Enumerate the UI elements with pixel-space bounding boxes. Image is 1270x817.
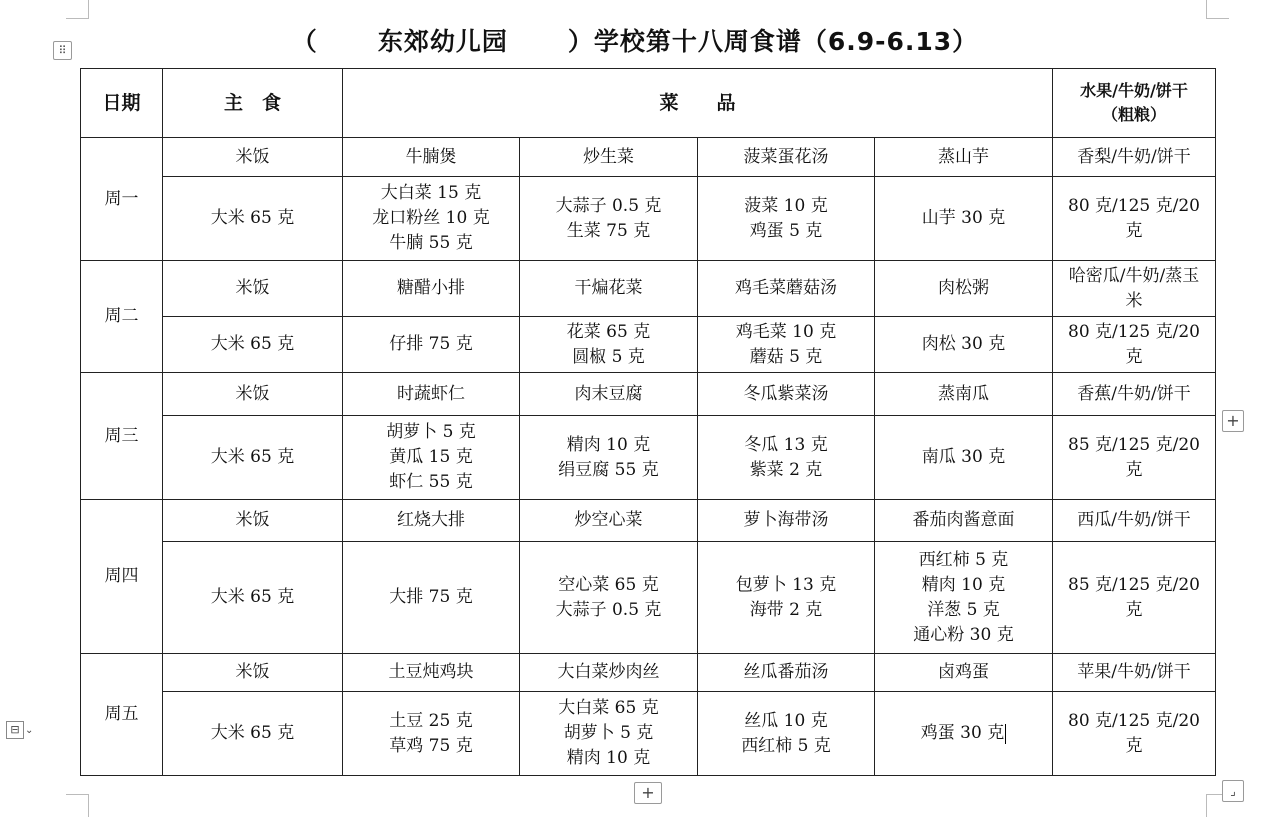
ingredient-amount-cell: 85 克/125 克/20 克: [1053, 416, 1216, 500]
dish-name-cell: 菠菜蛋花汤: [698, 138, 875, 177]
dish-name-cell: 香蕉/牛奶/饼干: [1053, 373, 1216, 416]
day-amounts-row: [81, 692, 1216, 776]
ingredient-amount-cell: 菠菜 10 克 鸡蛋 5 克: [698, 177, 875, 261]
header-fruit: 水果/牛奶/饼干 （粗粮）: [1053, 69, 1216, 138]
add-column-plus-icon[interactable]: +: [1222, 410, 1244, 432]
chevron-down-icon: ⌄: [25, 724, 34, 736]
ingredient-amount-cell: 包萝卜 13 克 海带 2 克: [698, 542, 875, 654]
day-amounts-row: [81, 416, 1216, 500]
ingredient-amount-cell: 土豆 25 克 草鸡 75 克: [343, 692, 520, 776]
day-label: 周一: [81, 138, 163, 261]
page-title: [0, 22, 1270, 62]
day-label: 周四: [81, 500, 163, 654]
day-names-row: [81, 654, 1216, 692]
dish-name-cell: 米饭: [163, 373, 343, 416]
dish-name-cell: 肉末豆腐: [520, 373, 698, 416]
dish-name-cell: 糖醋小排: [343, 261, 520, 317]
dish-name-cell: 丝瓜番茄汤: [698, 654, 875, 692]
dish-name-cell: 肉松粥: [875, 261, 1053, 317]
day-names-row: [81, 500, 1216, 542]
ingredient-amount-cell: 西红柿 5 克 精肉 10 克 洋葱 5 克 通心粉 30 克: [875, 542, 1053, 654]
dish-name-cell: 炒生菜: [520, 138, 698, 177]
dish-name-cell: 萝卜海带汤: [698, 500, 875, 542]
day-names-row: [81, 373, 1216, 416]
header-dishes: 菜 品: [343, 69, 1053, 138]
header-staple: 主 食: [163, 69, 343, 138]
dish-name-cell: 番茄肉酱意面: [875, 500, 1053, 542]
day-label: 周五: [81, 654, 163, 776]
day-names-row: [81, 261, 1216, 317]
dish-name-cell: 米饭: [163, 654, 343, 692]
dish-name-cell: 土豆炖鸡块: [343, 654, 520, 692]
dish-name-cell: 苹果/牛奶/饼干: [1053, 654, 1216, 692]
dish-name-cell: 鸡毛菜蘑菇汤: [698, 261, 875, 317]
ingredient-amount-cell: 大米 65 克: [163, 416, 343, 500]
dish-name-cell: 蒸山芋: [875, 138, 1053, 177]
ingredient-amount-cell: 胡萝卜 5 克 黄瓜 15 克 虾仁 55 克: [343, 416, 520, 500]
ingredient-amount-cell: 空心菜 65 克 大蒜子 0.5 克: [520, 542, 698, 654]
dish-name-cell: 米饭: [163, 261, 343, 317]
table-resize-corner-icon[interactable]: ⌟: [1222, 780, 1244, 802]
ingredient-amount-cell: 丝瓜 10 克 西红柿 5 克: [698, 692, 875, 776]
ingredient-amount-cell: 大米 65 克: [163, 317, 343, 373]
day-names-row: [81, 138, 1216, 177]
dish-name-cell: 米饭: [163, 500, 343, 542]
dish-name-cell: 哈密瓜/牛奶/蒸玉 米: [1053, 261, 1216, 317]
ingredient-amount-cell: 冬瓜 13 克 紫菜 2 克: [698, 416, 875, 500]
ingredient-amount-cell: 大米 65 克: [163, 542, 343, 654]
menu-table: [80, 68, 1216, 776]
dish-name-cell: 米饭: [163, 138, 343, 177]
dish-name-cell: 西瓜/牛奶/饼干: [1053, 500, 1216, 542]
ingredient-amount-cell: 鸡蛋 30 克: [875, 692, 1053, 776]
ingredient-amount-cell: 大白菜 15 克 龙口粉丝 10 克 牛腩 55 克: [343, 177, 520, 261]
day-amounts-row: [81, 542, 1216, 654]
dish-name-cell: 卤鸡蛋: [875, 654, 1053, 692]
day-amounts-row: [81, 317, 1216, 373]
dish-name-cell: 香梨/牛奶/饼干: [1053, 138, 1216, 177]
ingredient-amount-cell: 80 克/125 克/20 克: [1053, 692, 1216, 776]
ingredient-amount-cell: 大米 65 克: [163, 177, 343, 261]
paragraph-widget[interactable]: [6, 720, 33, 740]
ingredient-amount-cell: 大蒜子 0.5 克 生菜 75 克: [520, 177, 698, 261]
dish-name-cell: 大白菜炒肉丝: [520, 654, 698, 692]
ingredient-amount-cell: 鸡毛菜 10 克 蘑菇 5 克: [698, 317, 875, 373]
table-move-handle-icon[interactable]: ⠿: [53, 41, 72, 60]
dish-name-cell: 干煸花菜: [520, 261, 698, 317]
title-school-name: 东郊幼儿园: [377, 27, 508, 56]
header-date: 日期: [81, 69, 163, 138]
ingredient-amount-cell: 精肉 10 克 绢豆腐 55 克: [520, 416, 698, 500]
ingredient-amount-cell: 85 克/125 克/20 克: [1053, 542, 1216, 654]
ingredient-amount-cell: 花菜 65 克 圆椒 5 克: [520, 317, 698, 373]
add-row-plus-icon[interactable]: +: [634, 782, 662, 804]
ingredient-amount-cell: 仔排 75 克: [343, 317, 520, 373]
page-corner-mark-top-right: [1206, 0, 1229, 19]
paragraph-icon: ⊟: [6, 721, 24, 739]
day-label: 周三: [81, 373, 163, 500]
page-corner-mark-bottom-left: [66, 794, 89, 817]
day-amounts-row: [81, 177, 1216, 261]
dish-name-cell: 时蔬虾仁: [343, 373, 520, 416]
ingredient-amount-cell: 肉松 30 克: [875, 317, 1053, 373]
ingredient-amount-cell: 大米 65 克: [163, 692, 343, 776]
day-label: 周二: [81, 261, 163, 373]
ingredient-amount-cell: 80 克/125 克/20 克: [1053, 317, 1216, 373]
title-rest: ）学校第十八周食谱（6.9-6.13）: [567, 27, 979, 56]
ingredient-amount-cell: 80 克/125 克/20 克: [1053, 177, 1216, 261]
text-caret: [1005, 724, 1006, 744]
dish-name-cell: 蒸南瓜: [875, 373, 1053, 416]
title-open-paren: （: [291, 27, 318, 56]
dish-name-cell: 冬瓜紫菜汤: [698, 373, 875, 416]
ingredient-amount-cell: 山芋 30 克: [875, 177, 1053, 261]
ingredient-amount-cell: 南瓜 30 克: [875, 416, 1053, 500]
ingredient-amount-cell: 大排 75 克: [343, 542, 520, 654]
header-row: [81, 69, 1216, 138]
dish-name-cell: 红烧大排: [343, 500, 520, 542]
dish-name-cell: 牛腩煲: [343, 138, 520, 177]
ingredient-amount-cell: 大白菜 65 克 胡萝卜 5 克 精肉 10 克: [520, 692, 698, 776]
page-corner-mark-top-left: [66, 0, 89, 19]
dish-name-cell: 炒空心菜: [520, 500, 698, 542]
